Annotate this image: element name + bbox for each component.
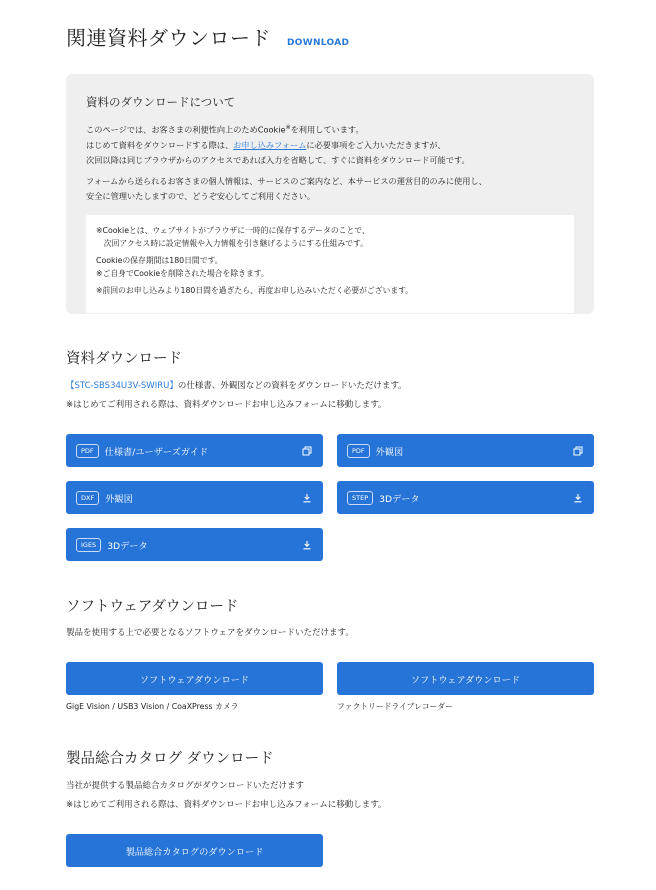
- download-3d-step-button[interactable]: [337, 481, 594, 514]
- file-type-badge: IGES: [76, 538, 101, 552]
- software-section-title: ソフトウェアダウンロード: [66, 599, 239, 615]
- cookie-note-3: ※前回のお申し込みより180日間を過ぎたら、再度お申し込みいただく必要がございます。: [96, 285, 414, 295]
- button-label: 3Dデータ: [379, 493, 420, 505]
- docs-description: [66, 377, 407, 415]
- info-title: 資料のダウンロードについて: [86, 95, 236, 109]
- application-form-link[interactable]: お申し込みフォーム: [233, 139, 307, 150]
- note-text: ※ご自身でCookieを削除された場合を除きます。: [96, 268, 269, 278]
- software-caption-camera: GigE Vision / USB3 Vision / CoaXPress カメラ: [66, 702, 239, 711]
- file-type-badge: DXF: [76, 491, 99, 505]
- software-download-recorder-button[interactable]: ソフトウェアダウンロード: [337, 662, 594, 695]
- cookie-note-2: [96, 254, 564, 280]
- info-text: はじめて資料をダウンロードする際は、: [86, 139, 234, 150]
- file-type-badge: PDF: [76, 444, 99, 458]
- page-subtitle: DOWNLOAD: [287, 38, 350, 48]
- model-name: 【STC-SBS34U3V-SWIRU】: [66, 381, 178, 391]
- button-label: 仕様書/ユーザーズガイド: [104, 446, 209, 458]
- cookie-info-panel: [66, 74, 594, 314]
- download-3d-iges-button[interactable]: [66, 528, 323, 561]
- button-label: 外観図: [105, 493, 133, 505]
- download-icon: [301, 492, 313, 504]
- software-caption-recorder: ファクトリードライブレコーダー: [337, 702, 454, 711]
- info-text: 次回以降は同じブラウザからのアクセスであれば入力を省略して、すぐに資料をダウンロード可能です。: [86, 154, 470, 165]
- catalog-desc-note: ※はじめてご利用される際は、資料ダウンロードお申し込みフォームに移動します。: [66, 800, 387, 810]
- docs-section-title: 資料ダウンロード: [66, 351, 182, 367]
- software-description: 製品を使用する上で必要となるソフトウェアをダウンロードいただけます。: [66, 628, 354, 638]
- catalog-description: [66, 777, 387, 815]
- info-paragraph-2: [86, 174, 574, 204]
- download-icon: [301, 539, 313, 551]
- file-type-badge: STEP: [347, 491, 373, 505]
- page-title: 関連資料ダウンロード: [66, 26, 271, 50]
- info-text: このページでは、お客さまの利便性向上のためCookie: [86, 124, 286, 135]
- info-paragraph-1: [86, 120, 574, 168]
- info-text: 安全に管理いたしますので、どうぞ安心してご利用ください。: [86, 190, 316, 201]
- download-icon: [572, 492, 584, 504]
- note-text: ※Cookieとは、ウェブサイトがブラウザに一時的に保存するデータのことで、: [96, 225, 370, 235]
- button-label: 3Dデータ: [107, 540, 148, 552]
- catalog-desc-text: 当社が提供する製品総合カタログがダウンロードいただけます: [66, 781, 305, 791]
- software-download-camera-button[interactable]: ソフトウェアダウンロード: [66, 662, 323, 695]
- page-header: [66, 22, 349, 51]
- catalog-download-button[interactable]: 製品総合カタログのダウンロード: [66, 834, 323, 867]
- footnote-mark: ※: [285, 124, 291, 131]
- copy-icon: [301, 445, 313, 457]
- docs-desc-note: ※はじめてご利用される際は、資料ダウンロードお申し込みフォームに移動します。: [66, 400, 387, 410]
- download-outline-dxf-button[interactable]: [66, 481, 323, 514]
- button-label: 外観図: [375, 446, 404, 458]
- cookie-note-1: [96, 224, 564, 250]
- cookie-note-box: [86, 215, 574, 313]
- info-text: を利用しています。: [290, 124, 364, 135]
- download-outline-pdf-button[interactable]: [337, 434, 594, 467]
- download-spec-pdf-button[interactable]: [66, 434, 323, 467]
- catalog-section-title: 製品総合カタログ ダウンロード: [66, 751, 274, 767]
- docs-desc-text: の仕様書、外観図などの資料をダウンロードいただけます。: [177, 381, 407, 391]
- info-text: フォームから送られるお客さまの個人情報は、サービスのご案内など、本サービスの運営目的のみに使用し、: [86, 175, 487, 186]
- note-text: 次回アクセス時に設定情報や入力情報を引き継げるようにする仕組みです。: [96, 238, 369, 248]
- note-text: Cookieの保存期間は180日間です。: [96, 255, 223, 265]
- copy-icon: [572, 445, 584, 457]
- info-text: に必要事項をご入力いただきますが、: [306, 139, 446, 150]
- file-type-badge: PDF: [347, 444, 370, 458]
